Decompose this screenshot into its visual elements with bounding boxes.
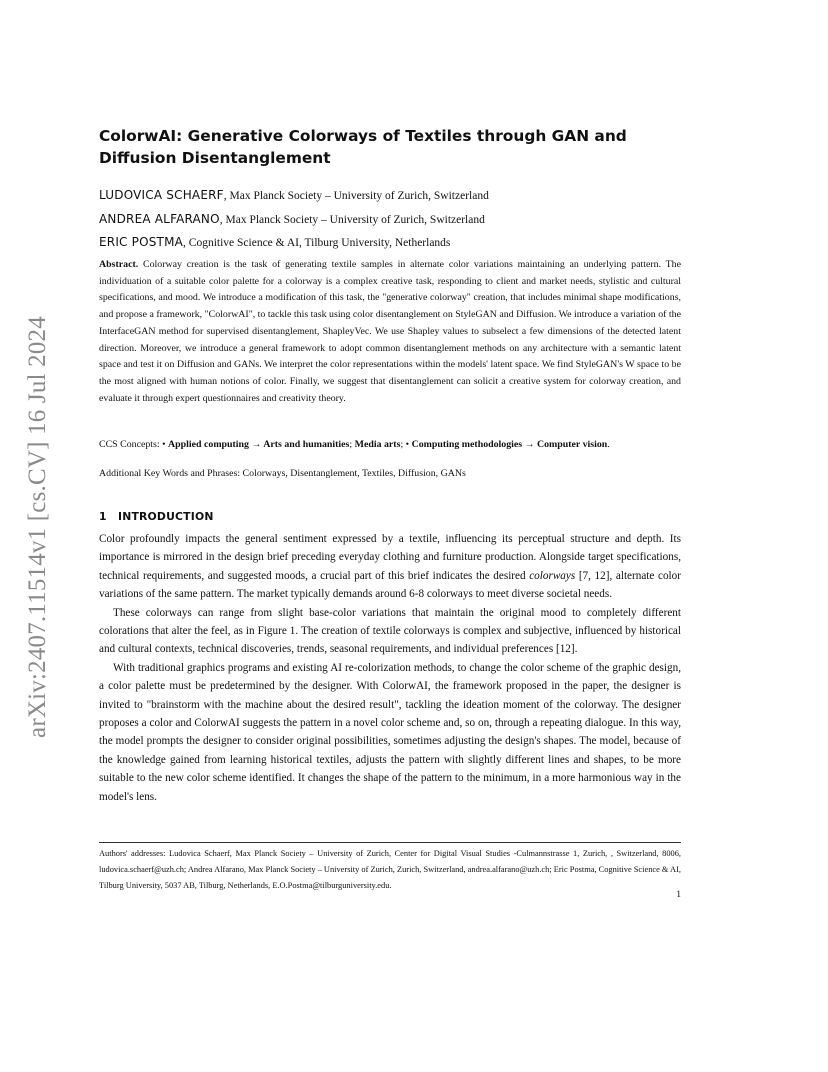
ccs-concepts — [99, 437, 689, 453]
abstract-label: Abstract. — [99, 259, 139, 270]
paragraph-text: Color profoundly impacts the general sentiment expressed by a textile, influencing its perceptual structure and depth. Its importance is mirrored in the design brief preceding everyday clothing and furniture production. Alongside target specifications, technical requirements, and suggested moods, a crucial part of this brief indicates the desired — [99, 533, 681, 582]
abstract-text: Colorway creation is the task of generating textile samples in alternate color variations maintaining an underlying pattern. The individuation of a suitable color palette for a colorway is a complex creative task, responding to client and market needs, stylistic and cultural specifications, and mood. We introduce a modification of this task, the "generative colorway" creation, that includes minimal shape modifications, and propose a framework, "ColorwAI", to tackle this task using color disentanglement on StyleGAN and Diffusion. We introduce a variation of the InterfaceGAN method for supervised disentanglement, ShapleyVec. We use Shapley values to subselect a few dimensions of the detected latent direction. Moreover, we introduce a general framework to adopt common disentanglement methods on any architecture with a semantic latent space and test it on Diffusion and GANs. We interpret the color representations within the models' latent space. We find StyleGAN's W space to be the most aligned with human notions of color. Finally, we suggest that disentanglement can solicit a creative system for colorway creation, and evaluate it through expert questionnaires and creativity theory. — [99, 259, 681, 404]
section-heading — [99, 509, 214, 525]
author-entry — [99, 208, 681, 232]
footnote-divider — [99, 842, 681, 843]
ccs-concept: Computing methodologies → Computer vision — [411, 439, 608, 450]
ccs-separator: ; — [400, 439, 406, 450]
emphasis-term: colorways — [529, 569, 576, 582]
ccs-end: . — [607, 439, 610, 450]
author-affiliation: , Cognitive Science & AI, Tilburg University, Netherlands — [183, 237, 451, 249]
ccs-label: CCS Concepts: — [99, 439, 163, 450]
author-affiliation: , Max Planck Society – University of Zurich, Switzerland — [223, 190, 489, 202]
arxiv-margin-stamp — [22, 292, 54, 762]
author-addresses-footnote: Authors' addresses: Ludovica Schaerf, Max Planck Society – University of Zurich, Center for Digital Visual Studies -Culmannstrasse 1, Zurich, , Switzerland, 8006, ludovica.schaerf@uzh.ch; Andrea Alfarano, Max Planck Society – University of Zurich, Zurich, Switzerland, andrea.alfarano@uzh.ch; Eric Postma, Cognitive Science & AI, Tilburg University, 5037 AB, Tilburg, Netherlands, E.O.Postma@tilburguniversity.edu. — [99, 849, 681, 891]
section-title: INTRODUCTION — [118, 510, 214, 523]
author-entry — [99, 184, 681, 208]
ccs-concept: Applied computing → Arts and humanities — [168, 439, 350, 450]
ccs-concept: Media arts — [354, 439, 401, 450]
ccs-separator: ; — [349, 439, 355, 450]
author-list — [99, 184, 681, 255]
ccs-bullet: • — [405, 439, 412, 450]
paragraph: These colorways can range from slight base-color variations that maintain the original mood to completely different colorations that alter the feel, as in Figure 1. The creation of textile colorways is complex and subjective, influenced by historical and cultural contexts, technical discoveries, trends, seasonal requirements, and individual preferences [12]. — [99, 606, 681, 656]
abstract — [99, 257, 681, 407]
author-name: ERIC POSTMA — [99, 235, 184, 249]
author-affiliation: , Max Planck Society – University of Zurich, Switzerland — [219, 213, 485, 226]
section-number: 1 — [99, 510, 107, 523]
paragraph: With traditional graphics programs and existing AI re-colorization methods, to change the color scheme of the graphic design, a color palette must be predetermined by the designer. With ColorwAI, the framework proposed in the paper, the designer is invited to "brainstorm with the machine about the desired result", tackling the ideation moment of the colorway. The designer proposes a color and ColorwAI suggests the pattern in a novel color scheme and, so on, through a repeating dialogue. In this way, the model prompts the designer to consider original possibilities, sometimes adjusting the design's shapes. The model, because of the knowledge gained from learning historical textiles, adjusts the pattern with slightly different lines and shapes, to be more suitable to the new color scheme identified. It changes the shape of the pattern to the minimum, in a more harmonious way in the model's lens. — [99, 661, 681, 803]
body-text — [99, 530, 681, 806]
arxiv-identifier: arXiv:2407.11514v1 [cs.CV] 16 Jul 2024 — [24, 316, 52, 738]
author-entry — [99, 231, 681, 255]
ccs-bullet: • — [162, 439, 169, 450]
author-name: LUDOVICA SCHAERF — [99, 188, 224, 202]
paper-title: ColorwAI: Generative Colorways of Textiles through GAN and Diffusion Disentanglement — [99, 127, 627, 167]
author-name: ANDREA ALFARANO — [99, 211, 220, 226]
page-number: 1 — [676, 889, 681, 900]
paragraph — [99, 530, 681, 604]
paragraph-text: [7, 12], alternate color variations of the same pattern. The market typically demands around 6-8 colorways to meet diverse societal needs. — [99, 569, 681, 601]
keywords: Additional Key Words and Phrases: Colorways, Disentanglement, Textiles, Diffusion, GANs — [99, 468, 466, 479]
